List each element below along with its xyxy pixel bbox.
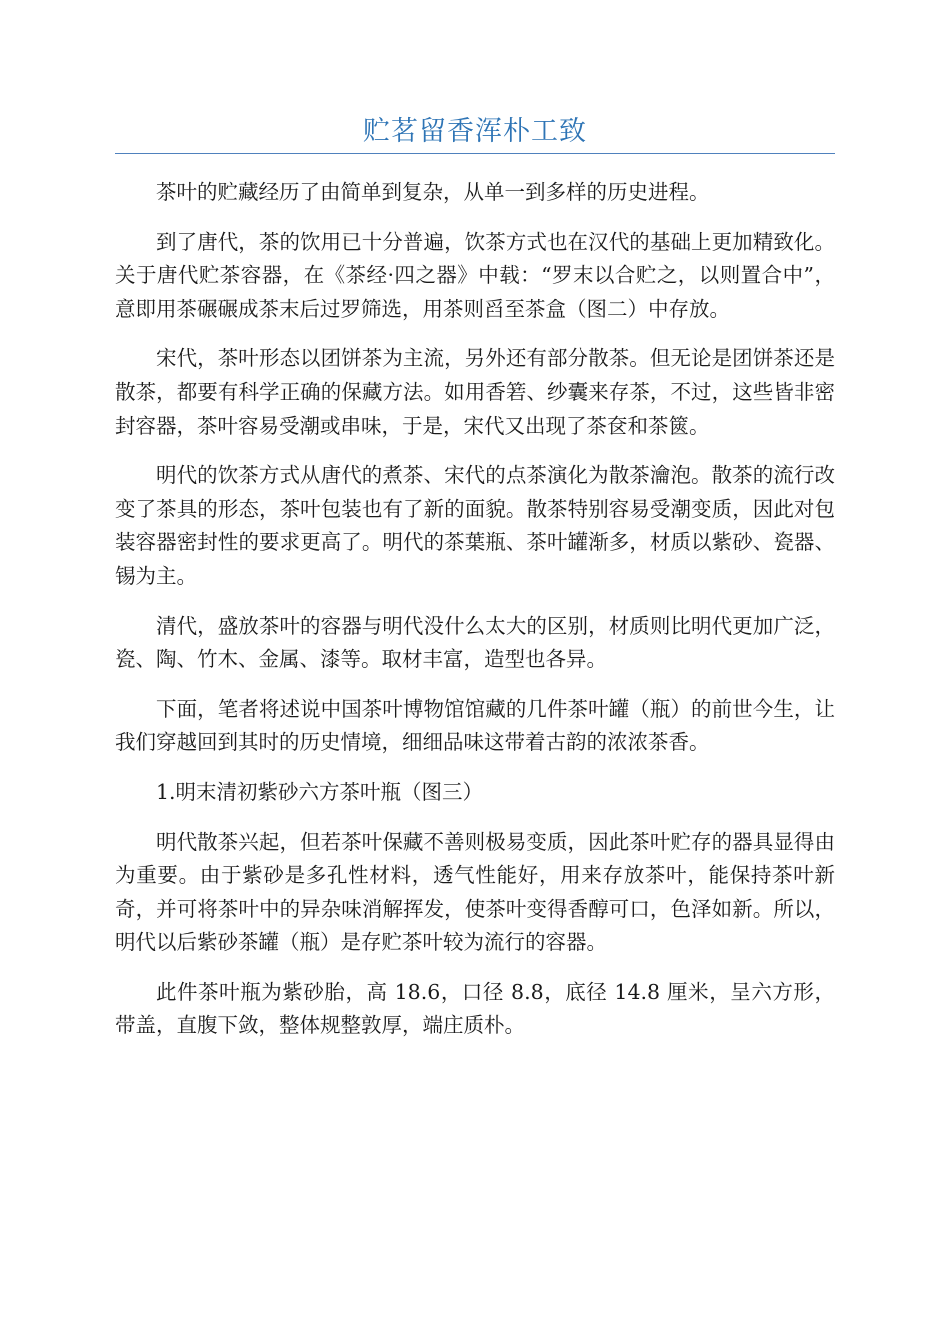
document-title: 贮茗留香浑朴工致 xyxy=(363,116,587,147)
paragraph-preface: 下面，笔者将述说中国茶叶博物馆馆藏的几件茶叶罐（瓶）的前世今生，让我们穿越回到其时的历史情境，细细品味这带着古韵的浓浓茶香。 xyxy=(115,696,835,755)
paragraph-tang: 到了唐代，茶的饮用已十分普遍，饮茶方式也在汉代的基础上更加精致化。关于唐代贮茶容器，在《茶经·四之器》中载：“罗末以合贮之，以则置合中”，意即用茶碾碾成茶末后过罗筛选，用茶则舀至茶盒（图二）中存放。 xyxy=(115,229,835,321)
title-underline xyxy=(115,153,835,154)
section-heading-1: 1.明末清初紫砂六方茶叶瓶（图三） xyxy=(156,779,484,804)
paragraph-song: 宋代，茶叶形态以团饼茶为主流，另外还有部分散茶。但无论是团饼茶还是散茶，都要有科学正确的保藏方法。如用香箬、纱囊来存茶，不过，这些皆非密封容器，茶叶容易受潮或串味，于是，宋代又出现了茶奁和茶篋。 xyxy=(115,346,835,438)
document-body xyxy=(115,176,835,1059)
paragraph-intro: 茶叶的贮藏经历了由简单到复杂，从单一到多样的历史进程。 xyxy=(156,180,710,204)
paragraph-dimensions: 此件茶叶瓶为紫砂胎，高 18.6，口径 8.8，底径 14.8 厘米，呈六方形，带盖，直腹下敛，整体规整敦厚，端庄质朴。 xyxy=(115,979,835,1038)
paragraph-ming: 明代的饮茶方式从唐代的煮茶、宋代的点茶演化为散茶瀹泡。散茶的流行改变了茶具的形态，茶叶包装也有了新的面貌。散茶特别容易受潮变质，因此对包装容器密封性的要求更高了。明代的茶葉瓶、茶叶罐渐多，材质以紫砂、瓷器、锡为主。 xyxy=(115,463,835,588)
paragraph-zisha: 明代散茶兴起，但若茶叶保藏不善则极易变质，因此茶叶贮存的器具显得由为重要。由于紫砂是多孔性材料，透气性能好，用来存放茶叶，能保持茶叶新奇，并可将茶叶中的异杂味消解挥发，使茶叶变得香醇可口，色泽如新。所以，明代以后紫砂茶罐（瓶）是存贮茶叶较为流行的容器。 xyxy=(115,829,835,955)
paragraph-qing: 清代，盛放茶叶的容器与明代没什么太大的区别，材质则比明代更加广泛，瓷、陶、竹木、金属、漆等。取材丰富，造型也各异。 xyxy=(115,613,835,672)
